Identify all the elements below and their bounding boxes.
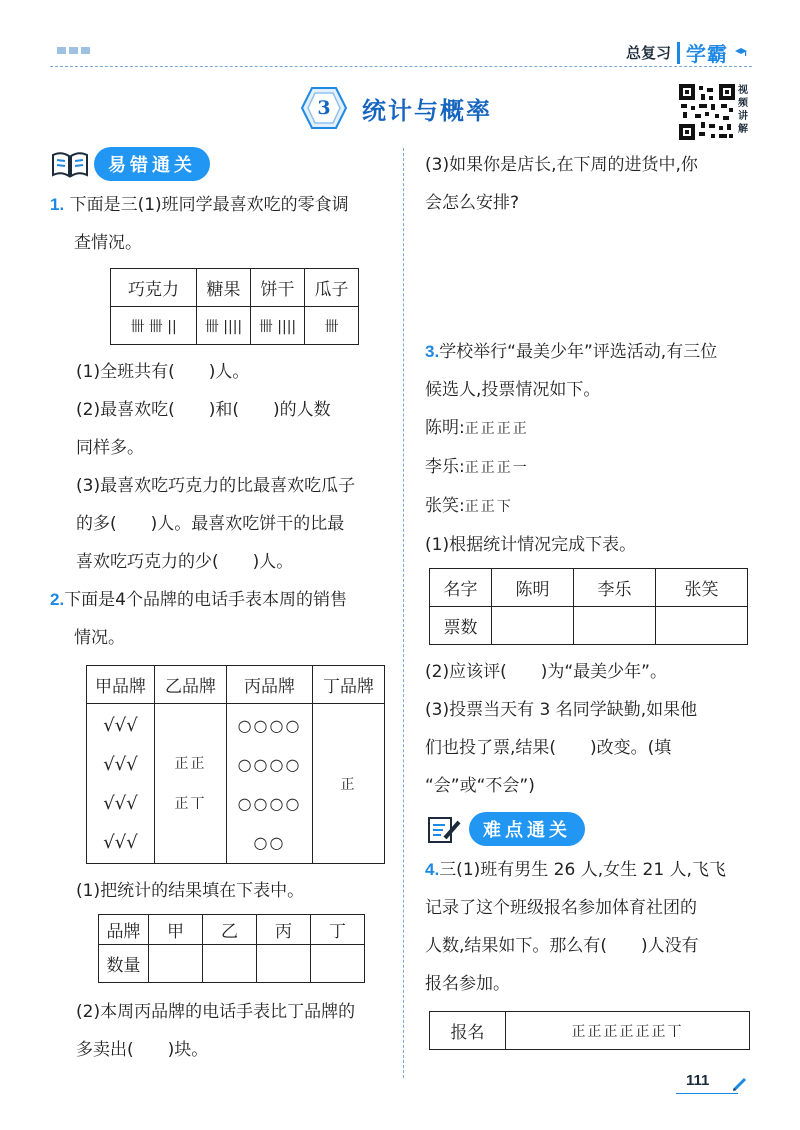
q4-signup-table: [429, 1011, 750, 1050]
q4-text-1: 三(1)班有男生 26 人,女生 21 人,飞飞: [439, 860, 726, 880]
q1-header-biscuit: 饼干: [251, 269, 305, 307]
q3-text-2: 候选人,投票情况如下。: [425, 380, 601, 400]
notepad-pencil-icon: [425, 814, 465, 844]
q3-number: 3.: [425, 342, 440, 361]
q2-fill-header-brand: 品牌: [99, 915, 149, 945]
q1-header-chocolate: 巧克力: [111, 269, 197, 307]
q3-text-1: 学校举行“最美少年”评选活动,有三位: [439, 342, 718, 362]
q3-vote-chenming: 陈明:正正正正: [425, 418, 529, 438]
q3-stem: [425, 333, 755, 371]
q2-fill-header-ding: 丁: [311, 915, 365, 945]
q3-vote-zhangxiao: 张笑:正正下: [425, 496, 513, 516]
q2-sales-table: [86, 665, 385, 864]
q1-sub-3b: 的多( )人。最喜欢吃饼干的比最: [76, 514, 345, 534]
q2-sub-3b: 会怎么安排?: [425, 193, 520, 213]
q2-number: 2.: [50, 590, 65, 609]
easy-section-title: 易错通关: [94, 147, 210, 181]
page-number: 111: [686, 1072, 710, 1089]
q1-tally-chocolate: 卌 卌 ||: [111, 307, 197, 345]
q2-fill-header-bing: 丙: [257, 915, 311, 945]
q3-sub-3a: (3)投票当天有 3 名同学缺勤,如果他: [425, 700, 698, 720]
q1-header-candy: 糖果: [197, 269, 251, 307]
q3-row-label: 票数: [430, 607, 492, 645]
chapter-number-badge: [300, 86, 348, 130]
q4-text-4: 报名参加。: [425, 974, 510, 994]
q3-cell-zhangxiao[interactable]: [656, 607, 748, 645]
graduation-cap-icon: [734, 47, 748, 59]
q1-sub-2b: 同样多。: [76, 438, 144, 458]
q4-text-3: 人数,结果如下。那么有( )人没有: [425, 936, 699, 956]
q2-sub-3a: (3)如果你是店长,在下周的进货中,你: [425, 155, 698, 175]
brand-separator: [677, 42, 680, 64]
easy-section-banner: [50, 146, 395, 182]
q1-text-2: 查情况。: [74, 233, 142, 253]
chapter-heading: [300, 86, 492, 130]
q2-sub-2b: 多卖出( )块。: [76, 1040, 209, 1060]
q2-fill-cell-bing[interactable]: [257, 945, 311, 983]
q3-header-lile: 李乐: [574, 569, 656, 607]
q4-row-label: 报名: [430, 1012, 506, 1050]
q2-fill-cell-jia[interactable]: [149, 945, 203, 983]
q1-header-seeds: 瓜子: [305, 269, 359, 307]
q1-tally-biscuit: 卌 ||||: [251, 307, 305, 345]
q2-fill-cell-ding[interactable]: [311, 945, 365, 983]
answer-space: [425, 222, 755, 333]
q2-header-yi: 乙品牌: [155, 666, 227, 704]
q3-sub-1: (1)根据统计情况完成下表。: [425, 535, 637, 555]
q2-fill-header-jia: 甲: [149, 915, 203, 945]
q1-sub-3a: (3)最喜欢吃巧克力的比最喜欢吃瓜子: [76, 476, 356, 496]
chapter-number: 3: [317, 97, 331, 119]
q2-stem: [50, 581, 395, 619]
qr-code-icon[interactable]: [679, 84, 735, 140]
header-decoration: [57, 47, 90, 54]
q3-cell-lile[interactable]: [574, 607, 656, 645]
q3-sub-2: (2)应该评( )为“最美少年”。: [425, 662, 667, 682]
qr-label: 视频讲解: [738, 85, 748, 135]
q2-sub-2a: (2)本周丙品牌的电话手表比丁品牌的: [76, 1002, 356, 1022]
q1-tally-candy: 卌 ||||: [197, 307, 251, 345]
q3-vote-table: [429, 568, 748, 645]
q2-yi-tally: 正正 正丅: [155, 704, 227, 864]
hard-section-banner: [425, 811, 755, 847]
q1-sub-2a: (2)最喜欢吃( )和( )的人数: [76, 400, 331, 420]
q1-text-1: 下面是三(1)班同学最喜欢吃的零食调: [69, 195, 349, 215]
header-brand: [626, 38, 748, 67]
q3-sub-3c: “会”或“不会”): [425, 776, 535, 796]
chapter-title: 统计与概率: [362, 96, 492, 125]
q2-text-1: 下面是4个品牌的电话手表本周的销售: [64, 590, 348, 610]
q2-fill-cell-yi[interactable]: [203, 945, 257, 983]
right-column: [425, 146, 755, 1050]
q4-stem: [425, 851, 755, 889]
q3-header-chenming: 陈明: [492, 569, 574, 607]
section-label: 总复习: [625, 44, 671, 62]
q2-header-bing: 丙品牌: [227, 666, 313, 704]
q1-sub-1: (1)全班共有( )人。: [76, 362, 250, 382]
q2-fill-row-label: 数量: [99, 945, 149, 983]
q2-fill-header-yi: 乙: [203, 915, 257, 945]
q2-text-2: 情况。: [74, 628, 125, 648]
q2-sub-1: (1)把统计的结果填在下表中。: [76, 881, 305, 901]
q1-sub-3c: 喜欢吃巧克力的少( )人。: [76, 552, 294, 572]
brand-logo: 学霸: [686, 42, 728, 66]
q3-sub-3b: 们也投了票,结果( )改变。(填: [425, 738, 672, 758]
q2-header-jia: 甲品牌: [87, 666, 155, 704]
q4-text-2: 记录了这个班级报名参加体育社团的: [425, 898, 697, 918]
q2-bing-circles: ○○○○ ○○○○ ○○○○ ○○: [227, 704, 313, 864]
q3-header-zhangxiao: 张笑: [656, 569, 748, 607]
q3-header-name: 名字: [430, 569, 492, 607]
column-divider: [403, 148, 404, 1078]
q4-row-marks: 正正正正正正丅: [506, 1012, 750, 1050]
q1-number: 1.: [50, 195, 65, 214]
q1-tally-seeds: 卌: [305, 307, 359, 345]
q3-vote-lile: 李乐:正正正一: [425, 457, 529, 477]
q2-ding-tally: 正: [313, 704, 385, 864]
q2-jia-checks: √√√ √√√ √√√ √√√: [87, 704, 155, 864]
left-column: [50, 146, 395, 1069]
q3-cell-chenming[interactable]: [492, 607, 574, 645]
q2-fill-table: [98, 914, 365, 983]
q2-header-ding: 丁品牌: [313, 666, 385, 704]
pencil-icon: [732, 1076, 748, 1092]
q1-tally-table: [110, 268, 359, 345]
open-book-icon: [50, 149, 90, 179]
hard-section-title: 难点通关: [469, 812, 585, 846]
q4-number: 4.: [425, 860, 440, 879]
q1-stem: [50, 186, 395, 224]
page-number-underline: [676, 1093, 738, 1094]
